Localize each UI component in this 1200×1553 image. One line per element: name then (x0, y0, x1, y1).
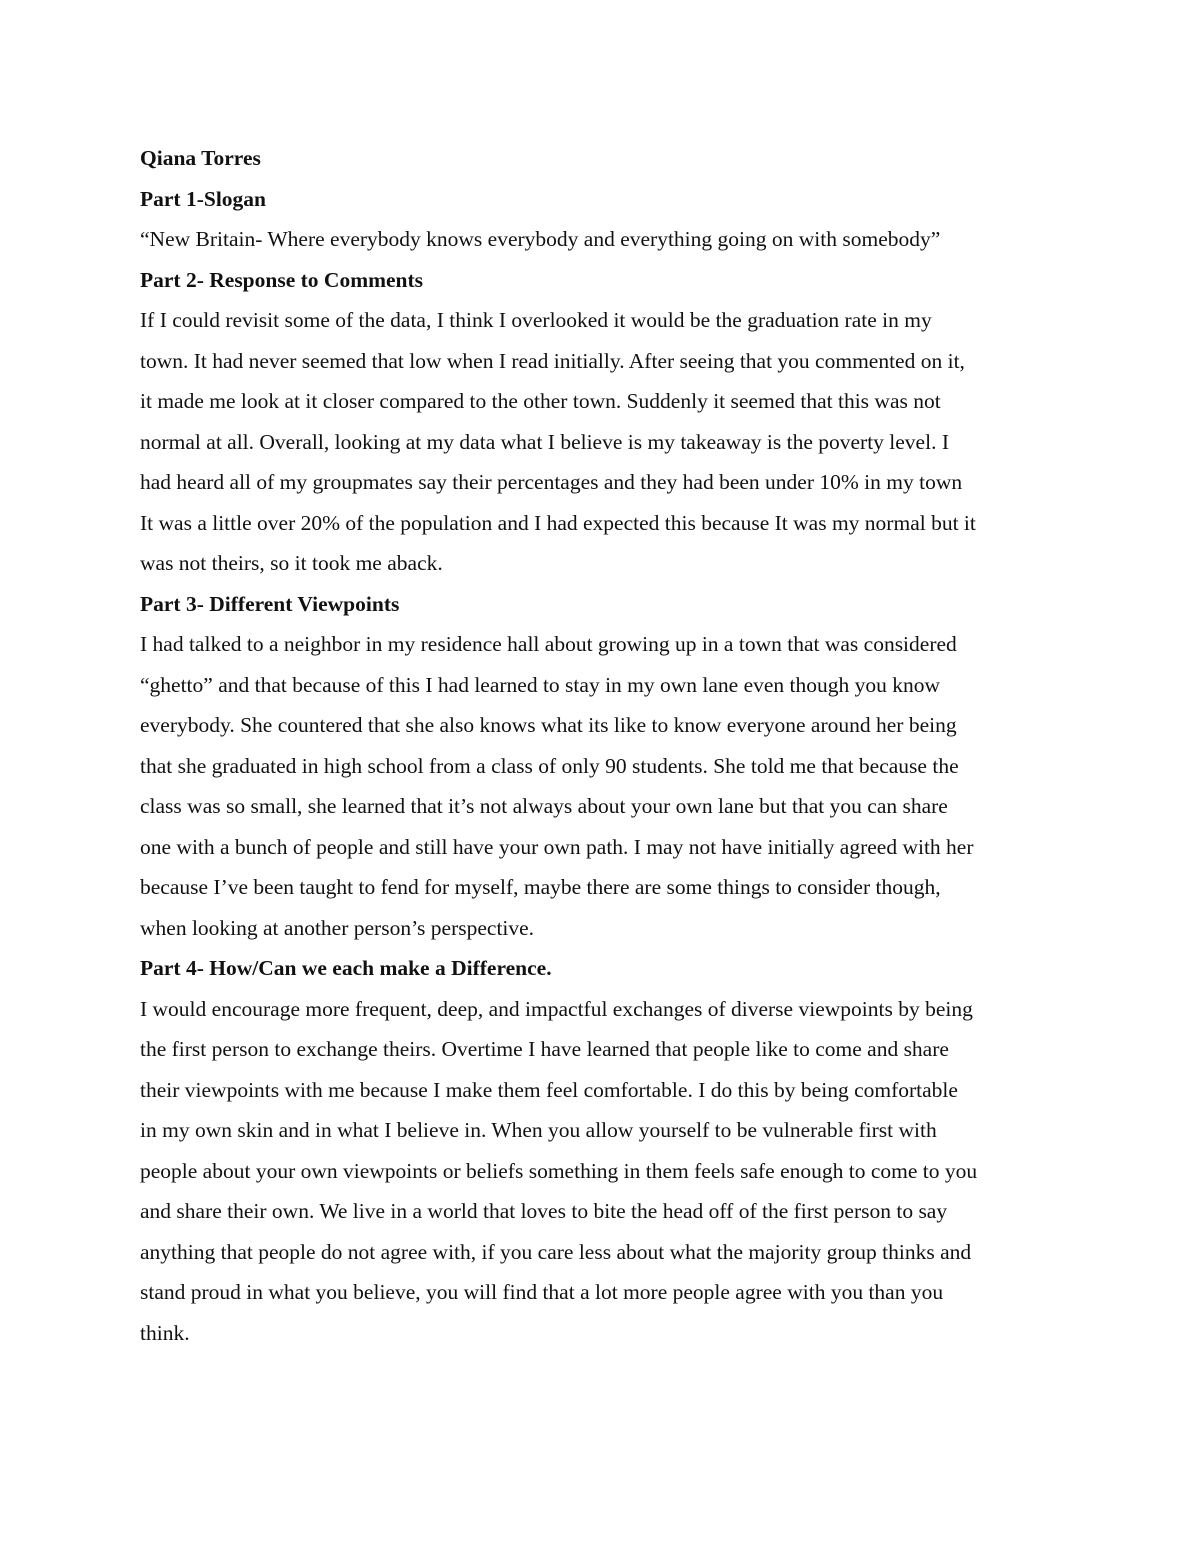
paragraph-line: was not theirs, so it took me aback. (140, 551, 443, 575)
author-name: Qiana Torres (140, 146, 261, 170)
paragraph-line: “ghetto” and that because of this I had learned to stay in my own lane even though you know (140, 672, 941, 697)
paragraph-line: think. (140, 1320, 190, 1345)
paragraph-line: I would encourage more frequent, deep, and impactful exchanges of diverse viewpoints by being (140, 996, 973, 1021)
paragraph-line: because I’ve been taught to fend for myself, maybe there are some things to consider though, (140, 875, 941, 899)
part4-paragraph (140, 989, 1065, 1354)
paragraph-line: it made me look at it closer compared to the other town. Suddenly it seemed that this was not (140, 389, 941, 413)
paragraph-line: their viewpoints with me because I make them feel comfortable. I do this by being comfortable (140, 1077, 958, 1102)
part3-heading: Part 3- Different Viewpoints (140, 591, 400, 616)
part3-paragraph (140, 624, 1065, 948)
paragraph-line: in my own skin and in what I believe in. When you allow yourself to be vulnerable first with (140, 1118, 937, 1142)
paragraph-line: anything that people do not agree with, if you care less about what the majority group thinks and (140, 1239, 972, 1264)
paragraph-line: had heard all of my groupmates say their percentages and they had been under 10% in my town (140, 470, 963, 494)
paragraph-line: everybody. She countered that she also knows what its like to know everyone around her being (140, 713, 957, 737)
paragraph-line: normal at all. Overall, looking at my data what I believe is my takeaway is the poverty level. I (140, 429, 949, 454)
paragraph-line: If I could revisit some of the data, I think I overlooked it would be the graduation rate in my (140, 308, 932, 332)
paragraph-line: that she graduated in high school from a class of only 90 students. She told me that because the (140, 753, 959, 778)
paragraph-line: people about your own viewpoints or beliefs something in them feels safe enough to come to you (140, 1158, 978, 1183)
part2-heading: Part 2- Response to Comments (140, 267, 424, 292)
part2-paragraph (140, 300, 1065, 584)
paragraph-line: and share their own. We live in a world that loves to bite the head off of the first person to say (140, 1199, 948, 1223)
document-body (140, 138, 1065, 1353)
paragraph-line: It was a little over 20% of the population and I had expected this because It was my normal but it (140, 510, 976, 535)
paragraph-line: the first person to exchange theirs. Overtime I have learned that people like to come and share (140, 1037, 949, 1061)
paragraph-line: class was so small, she learned that it’s not always about your own lane but that you can share (140, 794, 948, 818)
paragraph-line: when looking at another person’s perspective. (140, 915, 535, 940)
part4-heading: Part 4- How/Can we each make a Difference. (140, 956, 552, 980)
paragraph-line: town. It had never seemed that low when I read initially. After seeing that you commented on it, (140, 348, 965, 373)
paragraph-line: I had talked to a neighbor in my residence hall about growing up in a town that was considered (140, 632, 957, 656)
part1-heading: Part 1-Slogan (140, 186, 267, 211)
slogan-text: “New Britain- Where everybody knows everybody and everything going on with somebody” (140, 227, 941, 251)
paragraph-line: one with a bunch of people and still have your own path. I may not have initially agreed with her (140, 834, 974, 859)
paragraph-line: stand proud in what you believe, you will find that a lot more people agree with you than you (140, 1280, 944, 1304)
